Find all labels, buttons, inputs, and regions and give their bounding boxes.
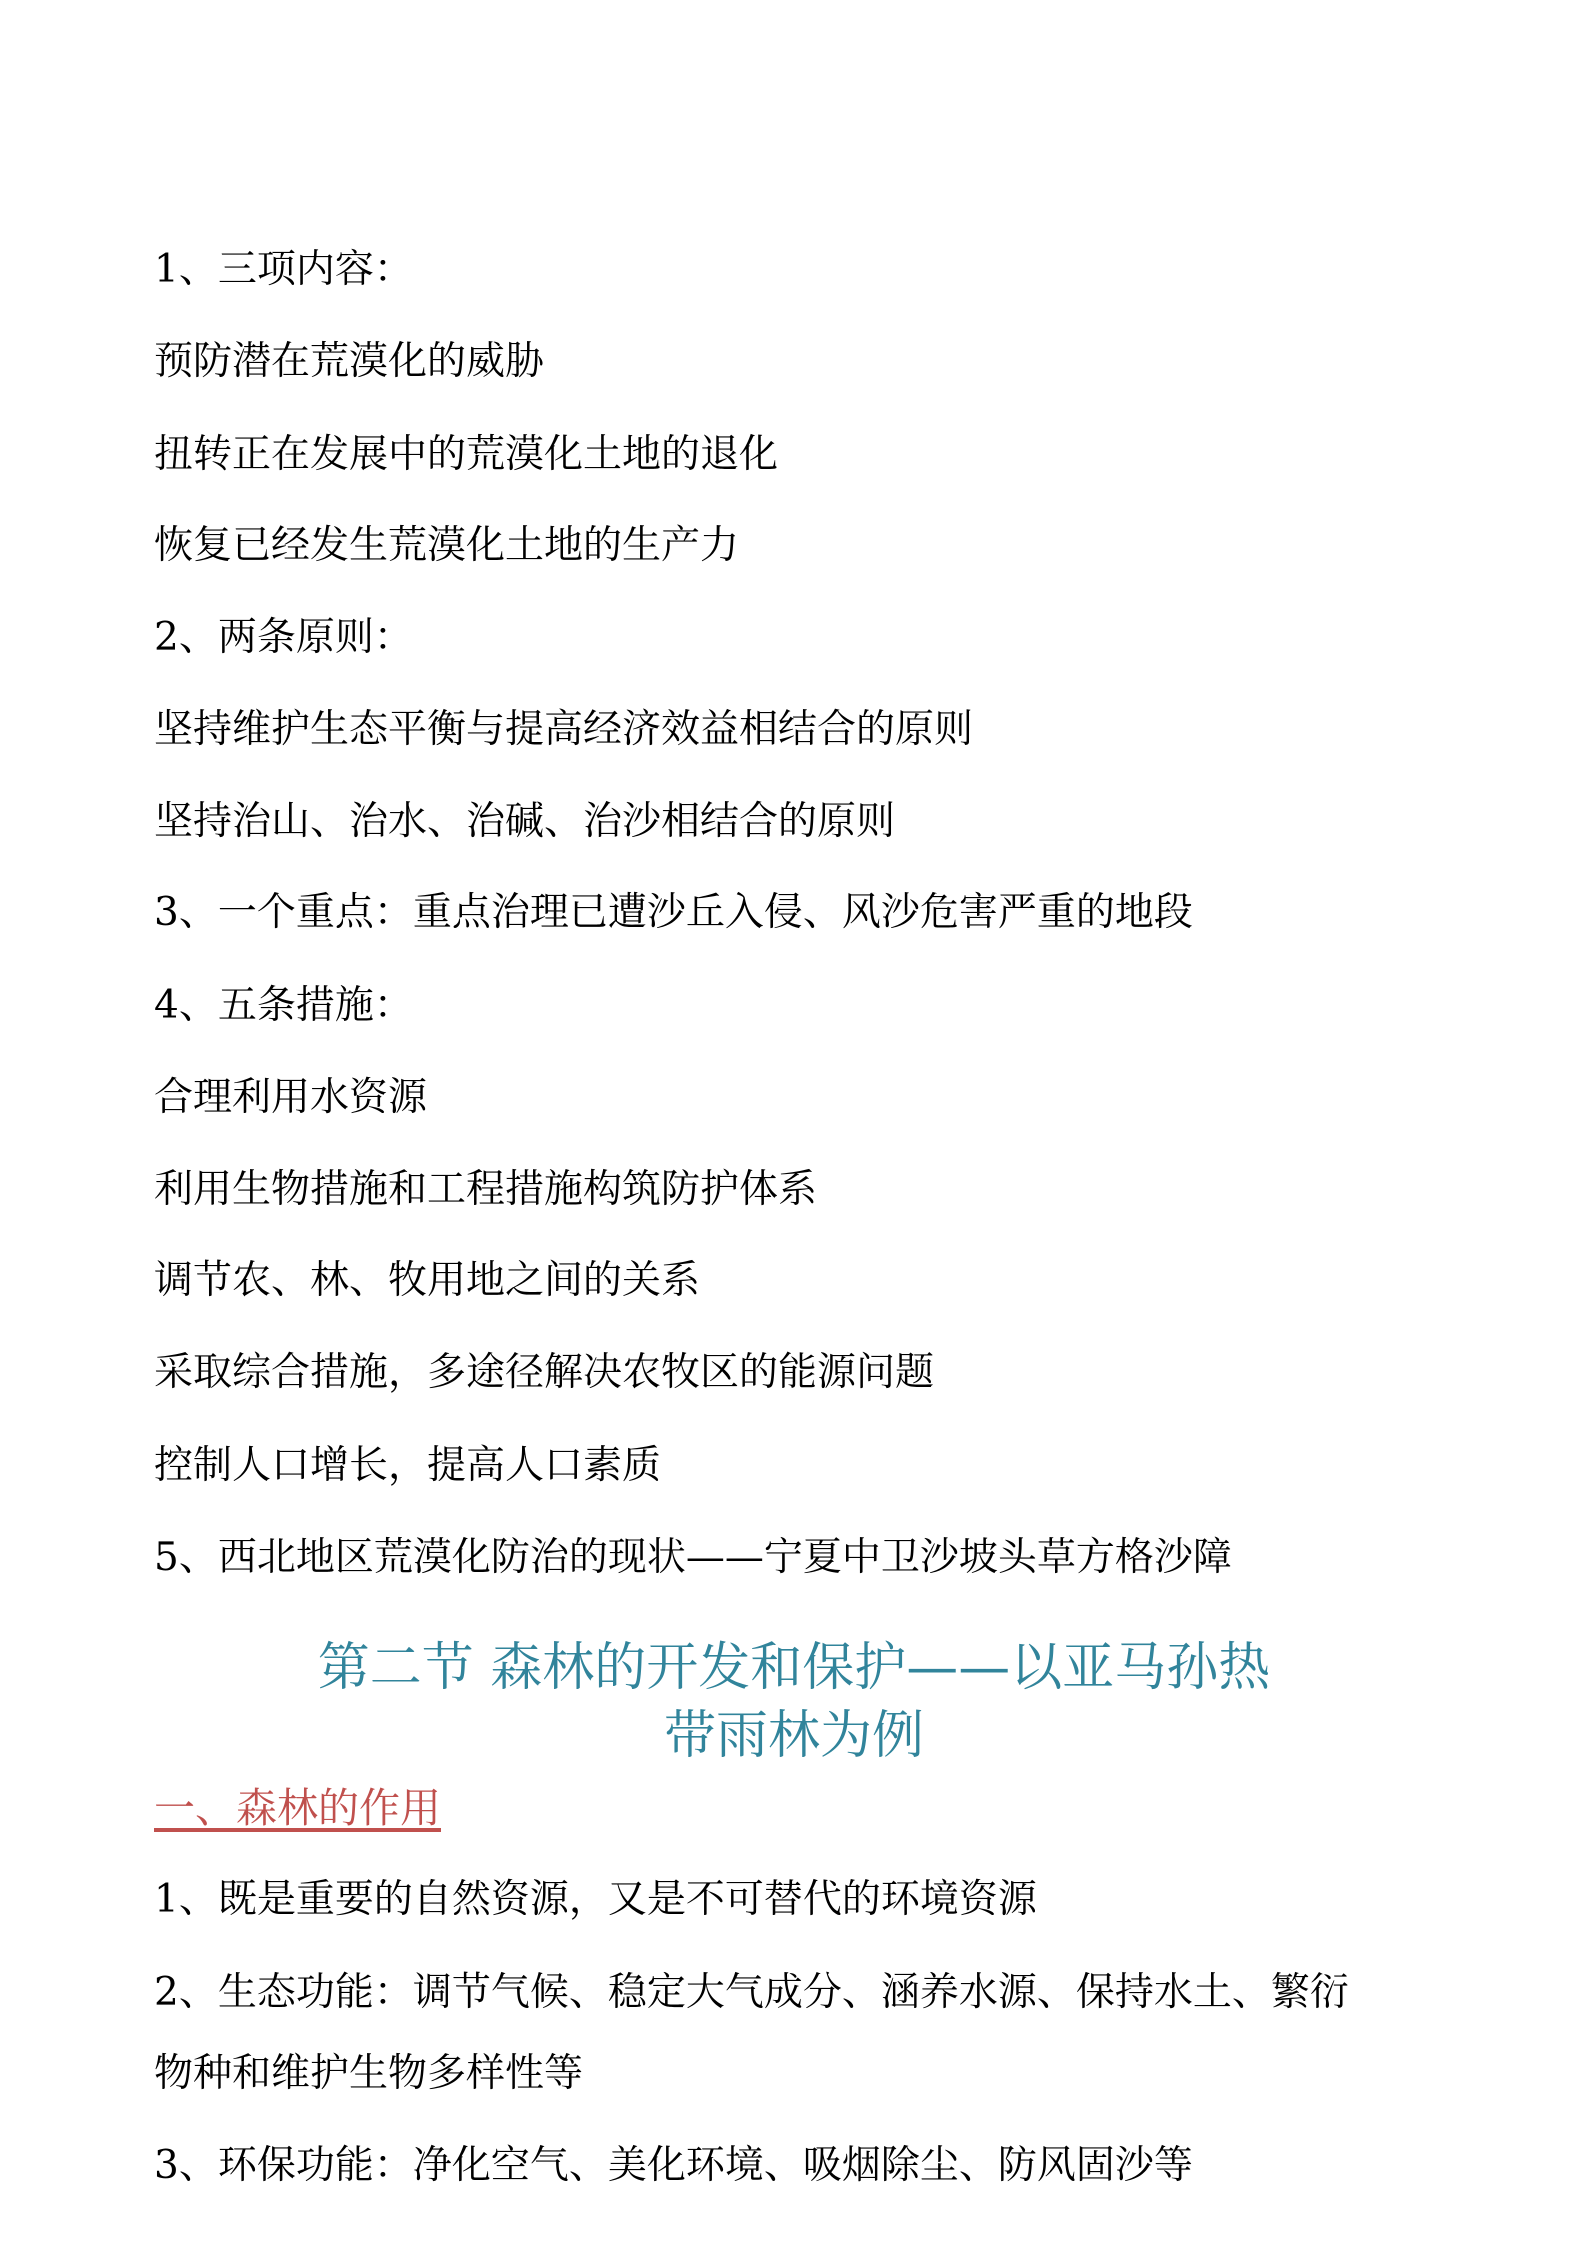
section-title-line2: 带雨林为例 xyxy=(663,1706,924,1766)
text-line: 合理利用水资源 xyxy=(154,1075,428,1120)
text-line: 2、两条原则： xyxy=(154,615,413,660)
text-line: 3、一个重点：重点治理已遭沙丘入侵、风沙危害严重的地段 xyxy=(154,890,1193,935)
text-line: 预防潜在荒漠化的威胁 xyxy=(154,339,545,384)
section-title-line1: 第二节 森林的开发和保护——以亚马孙热 xyxy=(317,1638,1271,1698)
text-line: 5、西北地区荒漠化防治的现状——宁夏中卫沙坡头草方格沙障 xyxy=(154,1535,1232,1580)
text-line: 3、环保功能：净化空气、美化环境、吸烟除尘、防风固沙等 xyxy=(154,2143,1193,2188)
text-line: 物种和维护生物多样性等 xyxy=(154,2051,584,2096)
text-line: 扭转正在发展中的荒漠化土地的退化 xyxy=(154,432,779,477)
text-line: 恢复已经发生荒漠化土地的生产力 xyxy=(154,523,740,568)
text-line: 控制人口增长，提高人口素质 xyxy=(154,1443,662,1488)
text-line: 1、三项内容： xyxy=(154,247,413,292)
subsection-heading: 一、森林的作用 xyxy=(154,1784,441,1832)
text-line: 采取综合措施，多途径解决农牧区的能源问题 xyxy=(154,1350,935,1395)
text-line: 2、生态功能：调节气候、稳定大气成分、涵养水源、保持水土、繁衍 xyxy=(154,1970,1349,2015)
text-line: 坚持维护生态平衡与提高经济效益相结合的原则 xyxy=(154,707,974,752)
text-line: 坚持治山、治水、治碱、治沙相结合的原则 xyxy=(154,799,896,844)
text-line: 利用生物措施和工程措施构筑防护体系 xyxy=(154,1167,818,1212)
text-line: 调节农、林、牧用地之间的关系 xyxy=(154,1258,701,1303)
text-line: 1、既是重要的自然资源，又是不可替代的环境资源 xyxy=(154,1877,1037,1922)
text-line: 4、五条措施： xyxy=(154,983,413,1028)
